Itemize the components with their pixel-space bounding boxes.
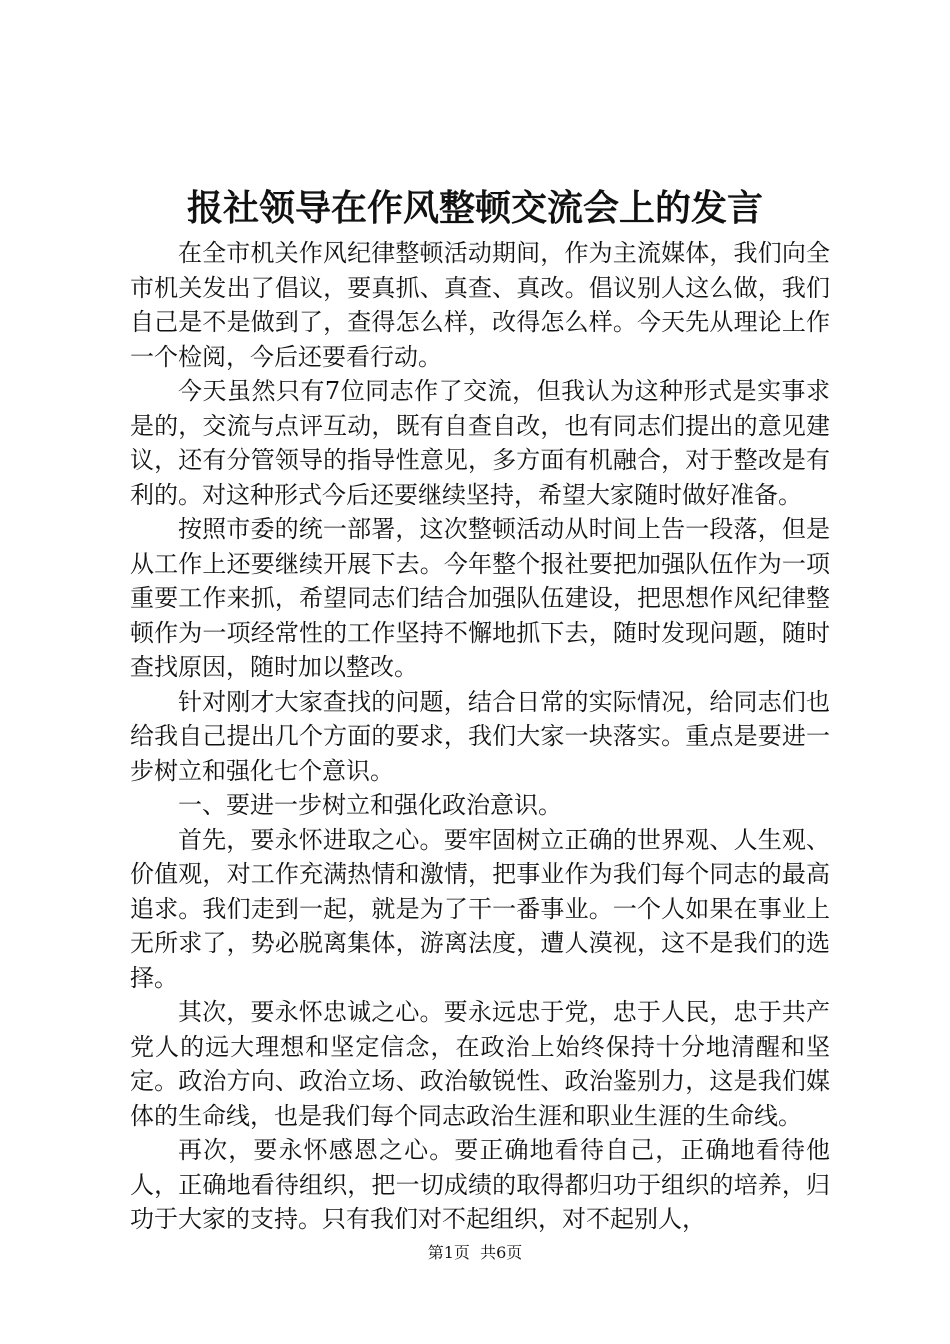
page-footer <box>0 1242 950 1264</box>
document-body <box>130 236 830 1237</box>
document-title: 报社领导在作风整顿交流会上的发言 <box>186 187 763 229</box>
page-total: 共6页 <box>480 1243 523 1262</box>
paragraph: 今天虽然只有7位同志作了交流，但我认为这种形式是实事求是的，交流与点评互动，既有自查自改，也有同志们提出的意见建议，还有分管领导的指导性意见，多方面有机融合，对于整改是有利的。对这种形式今后还要继续坚持，希望大家随时做好准备。 <box>130 377 830 509</box>
paragraph: 其次，要永怀忠诚之心。要永远忠于党，忠于人民，忠于共产党人的远大理想和坚定信念，在政治上始终保持十分地清醒和坚定。政治方向、政治立场、政治敏锐性、政治鉴别力，这是我们媒体的生命线，也是我们每个同志政治生涯和职业生涯的生命线。 <box>130 998 830 1130</box>
section-heading: 一、要进一步树立和强化政治意识。 <box>178 791 562 819</box>
paragraph: 按照市委的统一部署，这次整顿活动从时间上告一段落，但是从工作上还要继续开展下去。今年整个报社要把加强队伍作为一项重要工作来抓，希望同志们结合加强队伍建设，把思想作风纪律整顿作为一项经常性的工作坚持不懈地抓下去，随时发现问题，随时查找原因，随时加以整改。 <box>130 515 830 681</box>
paragraph: 在全市机关作风纪律整顿活动期间，作为主流媒体，我们向全市机关发出了倡议，要真抓、真查、真改。倡议别人这么做，我们自己是不是做到了，查得怎么样，改得怎么样。今天先从理论上作一个检阅，今后还要看行动。 <box>130 239 830 371</box>
page-number: 第1页 <box>427 1243 470 1262</box>
footer-separator <box>470 1243 480 1262</box>
paragraph: 针对刚才大家查找的问题，结合日常的实际情况，给同志们也给我自己提出几个方面的要求，我们大家一块落实。重点是要进一步树立和强化七个意识。 <box>130 687 830 785</box>
paragraph: 首先，要永怀进取之心。要牢固树立正确的世界观、人生观、价值观，对工作充满热情和激情，把事业作为我们每个同志的最高追求。我们走到一起，就是为了干一番事业。一个人如果在事业上无所求了，势必脱离集体，游离法度，遭人漠视，这不是我们的选择。 <box>130 825 830 992</box>
paragraph: 再次，要永怀感恩之心。要正确地看待自己，正确地看待他人，正确地看待组织，把一切成绩的取得都归功于组织的培养，归功于大家的支持。只有我们对不起组织，对不起别人， <box>130 1136 830 1233</box>
